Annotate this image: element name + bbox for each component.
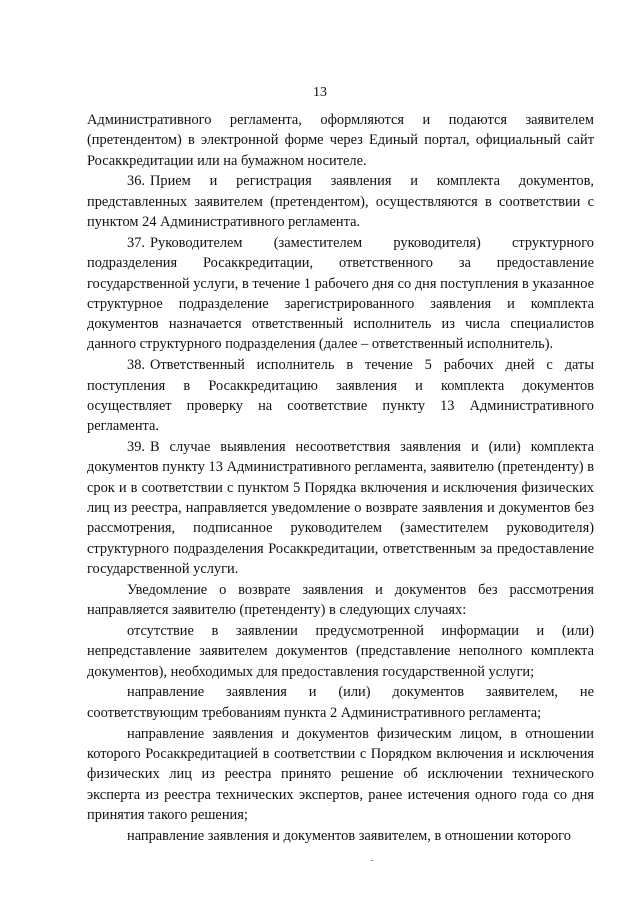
paragraph-text: отсутствие в заявлении предусмотренной информации и (или) непредставление заявителем документов (представление неполного комплекта документов), необходимых для предоставления государственной услуги; xyxy=(87,622,594,680)
paragraph-return-notice xyxy=(87,580,594,621)
paragraph-text: Ответственный исполнитель в течение 5 рабочих дней с даты поступления в Росаккредитацию заявления и комплекта документов осуществляет проверку на соответствие пункту 13 Административного регламента. xyxy=(87,357,594,435)
page-number: 13 xyxy=(313,85,327,100)
scan-speck xyxy=(371,860,373,861)
paragraph-number: 38. xyxy=(127,357,145,374)
paragraph-text: Административного регламента, оформляются и подаются заявителем (претендентом) в электронной форме через Единый портал, официальный сайт Росаккредитации или на бумажном носителе. xyxy=(87,112,594,169)
paragraph-text: направление заявления и документов заявителем, в отношении которого xyxy=(127,827,571,844)
paragraph-text: Руководителем (заместителем руководителя) структурного подразделения Росаккредитации, ответственного за предоставление государственной услуги, в течение 1 рабочего дня со дня поступления в указанное структурное подразделение зарегистрированного заявления и комплекта документов назначается ответственный исполнитель из числа специалистов данного структурного подразделения (далее – ответственный исполнитель). xyxy=(87,234,594,353)
paragraph-number: 36. xyxy=(127,173,145,190)
paragraph-37 xyxy=(87,233,594,355)
page-body xyxy=(87,110,594,847)
list-item-missing-info xyxy=(87,621,594,682)
paragraph-38 xyxy=(87,355,594,436)
paragraph-continuation xyxy=(87,110,594,171)
list-item-excluded-expert xyxy=(87,724,594,825)
list-item-applicant-regarding xyxy=(87,826,594,846)
paragraph-text: направление заявления и документов физическим лицом, в отношении которого Росаккредитацией в соответствии с Порядком включения и исключения физических лиц из реестра принято решение об исключении технического эксперта из реестра технических экспертов, ранее истечения одного года со дня принятия такого решения; xyxy=(87,725,594,823)
list-item-noncompliant-applicant xyxy=(87,682,594,723)
paragraph-39 xyxy=(87,437,594,579)
paragraph-text: Уведомление о возврате заявления и документов без рассмотрения направляется заявителю (претенденту) в следующих случаях: xyxy=(87,581,594,619)
paragraph-text: Прием и регистрация заявления и комплекта документов, представленных заявителем (претендентом), осуществляются в соответствии с пунктом 24 Административного регламента. xyxy=(87,173,594,231)
paragraph-text: В случае выявления несоответствия заявления и (или) комплекта документов пункту 13 Административного регламента, заявителю (претенденту) в срок и в соответствии с пунктом 5 Порядка включения и исключения физических лиц из реестра, направляется уведомление о возврате заявления и документов без рассмотрения, подписанное руководителем (заместителем руководителя) структурного подразделения Росаккредитации, ответственным за предоставление государственной услуги. xyxy=(87,439,594,577)
paragraph-36 xyxy=(87,171,594,232)
paragraph-text: направление заявления и (или) документов заявителем, не соответствующим требованиям пункта 2 Административного регламента; xyxy=(87,684,594,721)
paragraph-number: 39. xyxy=(127,439,145,456)
paragraph-number: 37. xyxy=(127,234,145,251)
